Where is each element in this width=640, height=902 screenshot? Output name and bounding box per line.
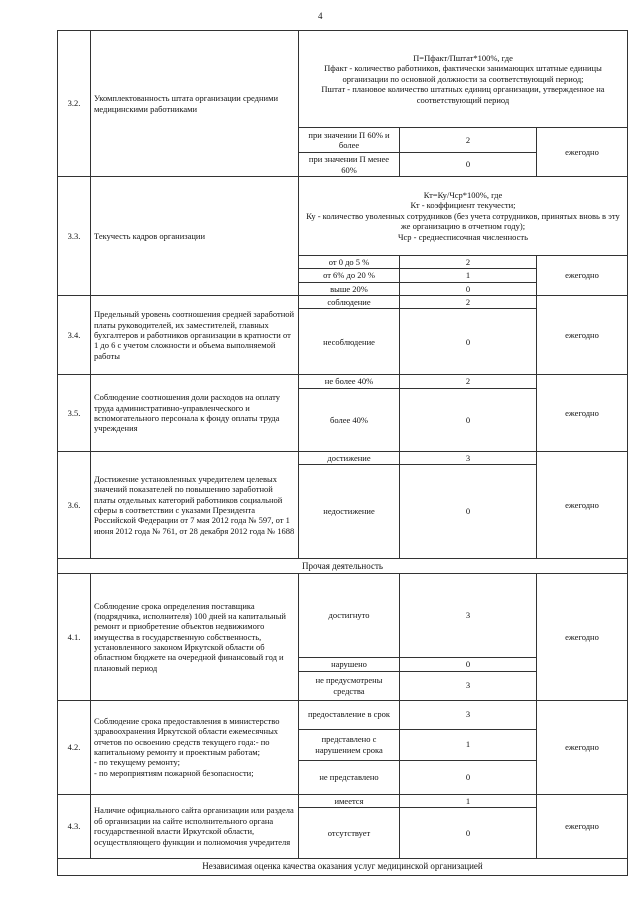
table-row [58, 296, 628, 309]
criterion-description: Предельный уровень соотношения средней заработной платы руководителей, их заместителей, главных бухгалтеров и работников организации в кратности от 1 до 6 с учетом сложности и объема выполняемой работы [91, 296, 299, 375]
row-number: 4.3. [58, 794, 91, 858]
condition-cell: не более 40% [299, 375, 400, 388]
criteria-table [57, 30, 628, 876]
condition-cell: от 6% до 20 % [299, 269, 400, 282]
formula-cell: П=Пфакт/Пштат*100%, где Пфакт - количество работников, фактически занимающих штатные единицы организации по основной должности за соответствующий период; Пштат - плановое количество штатных единиц организации, утвержденное на соответствующий период [299, 31, 628, 128]
condition-cell: достижение [299, 451, 400, 464]
row-number: 3.4. [58, 296, 91, 375]
criterion-description: Укомплектованность штата организации средними медицинскими работниками [91, 31, 299, 177]
frequency-cell: ежегодно [537, 296, 628, 375]
condition-cell: несоблюдение [299, 309, 400, 375]
criterion-description: Соблюдение срока определения поставщика (подрядчика, исполнителя) 100 дней на капитальный ремонт и приобретение объектов недвижимого имущества в государственную собственность, установленного законом Иркутской области об областном бюджете на очередной финансовый год и плановый период [91, 574, 299, 700]
section-header: Прочая деятельность [58, 559, 628, 574]
points-cell: 0 [400, 282, 537, 295]
table-row [58, 177, 628, 256]
frequency-cell: ежегодно [537, 375, 628, 451]
page-number: 4 [318, 11, 323, 21]
points-cell: 2 [400, 296, 537, 309]
frequency-cell: ежегодно [537, 451, 628, 558]
points-cell: 2 [400, 256, 537, 269]
row-number: 3.6. [58, 451, 91, 558]
criterion-description: Соблюдение соотношения доли расходов на оплату труда административно-управленческого и вспомогательного персонала к фонду оплаты труда учреждения [91, 375, 299, 451]
row-number: 3.3. [58, 177, 91, 296]
table-row [58, 794, 628, 807]
condition-cell: при значении П 60% и более [299, 128, 400, 153]
points-cell: 0 [400, 309, 537, 375]
table-row [58, 451, 628, 464]
frequency-cell: ежегодно [537, 794, 628, 858]
condition-cell: выше 20% [299, 282, 400, 295]
condition-cell: недостижение [299, 465, 400, 559]
condition-cell: представлено с нарушением срока [299, 729, 400, 760]
condition-cell: от 0 до 5 % [299, 256, 400, 269]
criterion-description: Достижение установленных учредителем целевых значений показателей по повышению заработной платы отдельных категорий работников социальной сферы в соответствии с указами Президента Российской Федерации от 7 мая 2012 года № 597, от 1 июня 2012 года № 761, от 28 декабря 2012 года № 1688 [91, 451, 299, 558]
points-cell: 0 [400, 465, 537, 559]
points-cell: 0 [400, 760, 537, 794]
criterion-description: Наличие официального сайта организации или раздела об организации на сайте исполнительного органа государственной власти Иркутской области, осуществляющего функции и полномочия учредителя [91, 794, 299, 858]
table-row [58, 700, 628, 729]
points-cell: 3 [400, 574, 537, 658]
criterion-description: Текучесть кадров организации [91, 177, 299, 296]
points-cell: 0 [400, 153, 537, 177]
points-cell: 1 [400, 794, 537, 807]
condition-cell: не предусмотрены средства [299, 671, 400, 700]
criterion-description: Соблюдение срока предоставления в министерство здравоохранения Иркутской области ежемесячных отчетов по освоению средств текущего года:- по капитальному ремонту и проектным работам; - по текущему ремонту; - по мероприятиям пожарной безопасности; [91, 700, 299, 794]
points-cell: 2 [400, 128, 537, 153]
condition-cell: достигнуто [299, 574, 400, 658]
table-row [58, 858, 628, 875]
frequency-cell: ежегодно [537, 574, 628, 700]
condition-cell: имеется [299, 794, 400, 807]
points-cell: 0 [400, 388, 537, 451]
points-cell: 1 [400, 729, 537, 760]
condition-cell: отсутствует [299, 807, 400, 858]
condition-cell: нарушено [299, 658, 400, 671]
row-number: 4.2. [58, 700, 91, 794]
row-number: 3.2. [58, 31, 91, 177]
frequency-cell: ежегодно [537, 128, 628, 177]
frequency-cell: ежегодно [537, 700, 628, 794]
points-cell: 3 [400, 700, 537, 729]
condition-cell: предоставление в срок [299, 700, 400, 729]
section-header: Независимая оценка качества оказания услуг медицинской организацией [58, 858, 628, 875]
condition-cell: более 40% [299, 388, 400, 451]
table-row [58, 574, 628, 658]
condition-cell: при значении П менее 60% [299, 153, 400, 177]
condition-cell: соблюдение [299, 296, 400, 309]
points-cell: 1 [400, 269, 537, 282]
frequency-cell: ежегодно [537, 256, 628, 296]
formula-cell: Кт=Ку/Чср*100%, где Кт - коэффициент текучести; Ку - количество уволенных сотрудников (без учета сотрудников, принятых вновь в эту же организацию в отчетном году); Чср - среднесписочная численность [299, 177, 628, 256]
row-number: 3.5. [58, 375, 91, 451]
points-cell: 2 [400, 375, 537, 388]
points-cell: 0 [400, 807, 537, 858]
table-row [58, 31, 628, 128]
points-cell: 3 [400, 671, 537, 700]
row-number: 4.1. [58, 574, 91, 700]
table-row [58, 559, 628, 574]
points-cell: 0 [400, 658, 537, 671]
points-cell: 3 [400, 451, 537, 464]
table-row [58, 375, 628, 388]
condition-cell: не представлено [299, 760, 400, 794]
